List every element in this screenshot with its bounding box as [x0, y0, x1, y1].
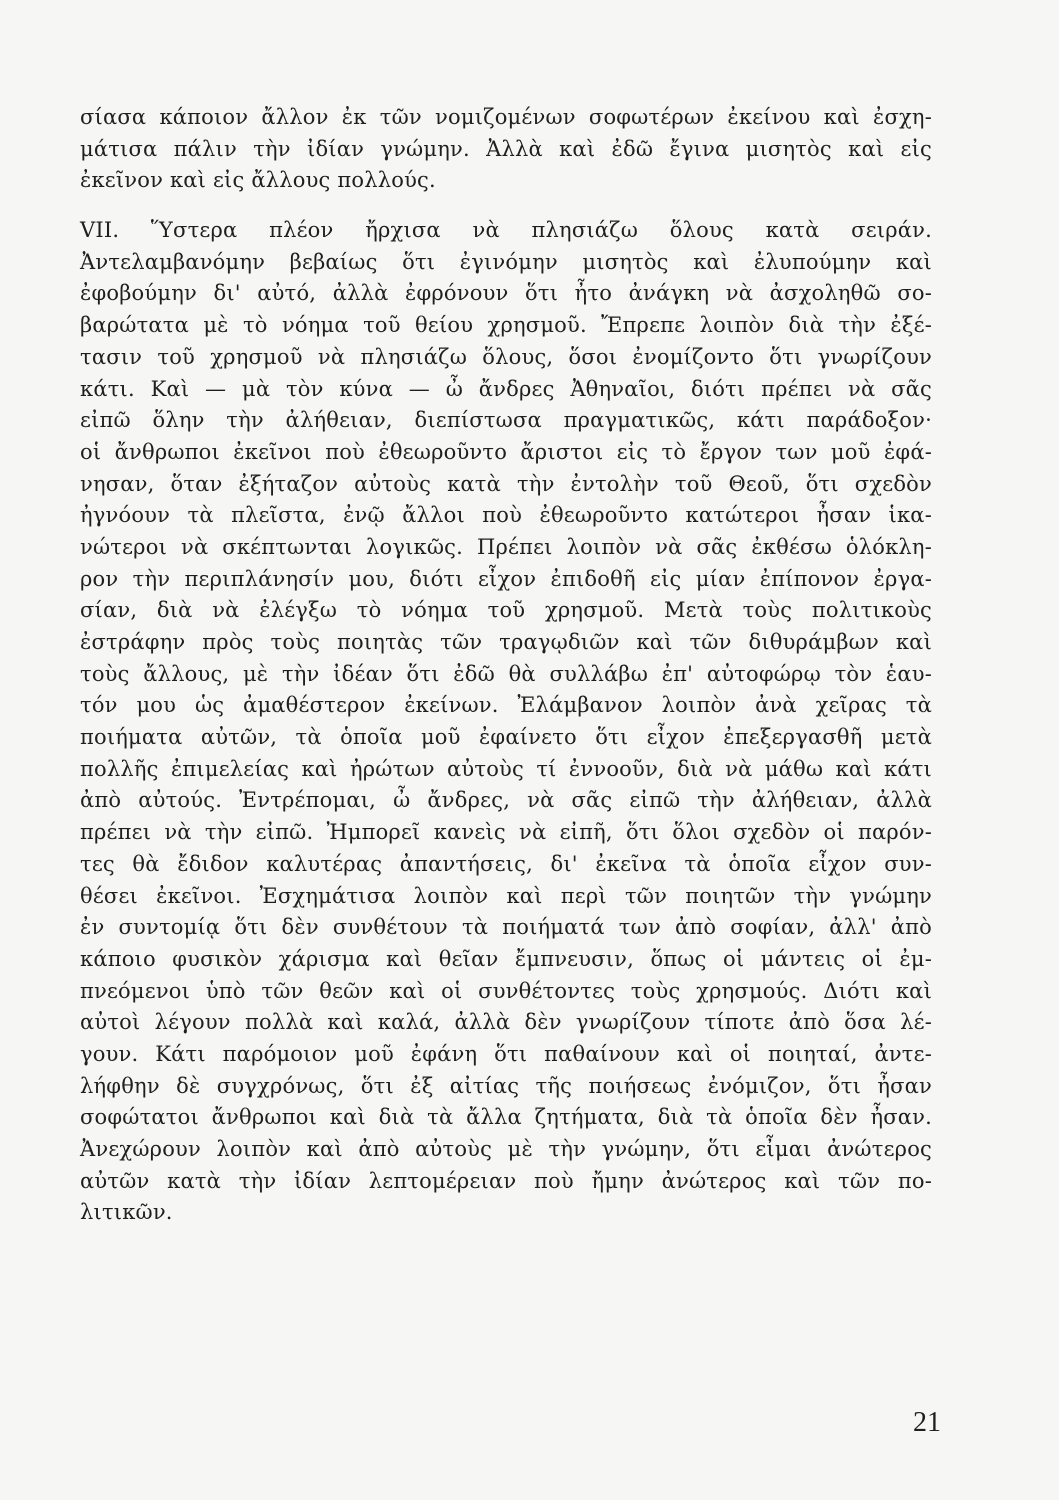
text-line: πνεόμενοι ὑπὸ τῶν θεῶν καὶ οἱ συνθέτοντες τοὺς χρησμούς. Διότι καὶ — [80, 978, 932, 1003]
text-line: Ἀνεχώρουν λοιπὸν καὶ ἀπὸ αὐτοὺς μὲ τὴν γνώμην, ὅτι εἶμαι ἀνώτερος — [80, 1137, 932, 1161]
text-line: ἐν συντομίᾳ ὅτι δὲν συνθέτουν τὰ ποιήματά των ἀπὸ σοφίαν, ἀλλ' ἀπὸ — [80, 915, 932, 940]
text-line: σοφώτατοι ἄνθρωποι καὶ διὰ τὰ ἄλλα ζητήματα, διὰ τὰ ὁποῖα δὲν ἦσαν. — [80, 1105, 932, 1130]
text-line: VII. Ὕστερα πλέον ἤρχισα νὰ πλησιάζω ὅλους κατὰ σειράν. — [80, 218, 932, 243]
text-line: βαρώτατα μὲ τὸ νόημα τοῦ θείου χρησμοῦ. Ἔπρεπε λοιπὸν διὰ τὴν ἐξέ- — [80, 313, 932, 338]
paragraph-gap — [80, 197, 932, 215]
text-line: κάποιο φυσικὸν χάρισμα καὶ θεῖαν ἔμπνευσιν, ὅπως οἱ μάντεις οἱ ἐμ- — [80, 946, 932, 971]
text-line: κάτι. Καὶ — μὰ τὸν κύνα — ὦ ἄνδρες Ἀθηναῖοι, διότι πρέπει νὰ σᾶς — [80, 376, 932, 401]
text-line: εἰπῶ ὅλην τὴν ἀλήθειαν, διεπίστωσα πραγματικῶς, κάτι παράδοξον· — [80, 408, 932, 433]
page-number: 21 — [913, 1407, 941, 1438]
text-line: τόν μου ὡς ἀμαθέστερον ἐκείνων. Ἐλάμβανον λοιπὸν ἀνὰ χεῖρας τὰ — [80, 693, 932, 718]
text-line: πολλῆς ἐπιμελείας καὶ ἠρώτων αὐτοὺς τί ἐννοοῦν, διὰ νὰ μάθω καὶ κάτι — [80, 756, 932, 781]
text-line: ἐφοβούμην δι' αὐτό, ἀλλὰ ἐφρόνουν ὅτι ἦτο ἀνάγκη νὰ ἀσχοληθῶ σο- — [80, 281, 932, 306]
text-line: γουν. Κάτι παρόμοιον μοῦ ἐφάνη ὅτι παθαίνουν καὶ οἱ ποιηταί, ἀντε- — [80, 1041, 932, 1066]
text-line: σίασα κάποιον ἄλλον ἐκ τῶν νομιζομένων σοφωτέρων ἐκείνου καὶ ἐσχη- — [80, 105, 932, 129]
text-line: τες θὰ ἔδιδον καλυτέρας ἀπαντήσεις, δι' ἐκεῖνα τὰ ὁποῖα εἶχον συν- — [80, 851, 932, 876]
paragraph-1 — [80, 102, 932, 197]
text-line: νησαν, ὅταν ἐξήταζον αὐτοὺς κατὰ τὴν ἐντολὴν τοῦ Θεοῦ, ὅτι σχεδὸν — [80, 471, 932, 496]
text-line: οἱ ἄνθρωποι ἐκεῖνοι ποὺ ἐθεωροῦντο ἄριστοι εἰς τὸ ἔργον των μοῦ ἐφά- — [80, 439, 932, 464]
paragraph-2 — [80, 215, 932, 1229]
text-line: τοὺς ἄλλους, μὲ τὴν ἰδέαν ὅτι ἐδῶ θὰ συλλάβω ἐπ' αὐτοφώρῳ τὸν ἑαυ- — [80, 661, 932, 686]
text-line: Ἀντελαμβανόμην βεβαίως ὅτι ἐγινόμην μισητὸς καὶ ἐλυπούμην καὶ — [80, 249, 932, 274]
text-line: λιτικῶν. — [80, 1200, 173, 1225]
text-line: αὐτῶν κατὰ τὴν ἰδίαν λεπτομέρειαν ποὺ ἤμην ἀνώτερος καὶ τῶν πο- — [80, 1168, 932, 1193]
text-line: ἐκεῖνον καὶ εἰς ἄλλους πολλούς. — [80, 168, 436, 193]
text-line: σίαν, διὰ νὰ ἐλέγξω τὸ νόημα τοῦ χρησμοῦ. Μετὰ τοὺς πολιτικοὺς — [80, 598, 932, 623]
text-line: ρον τὴν περιπλάνησίν μου, διότι εἶχον ἐπιδοθῆ εἰς μίαν ἐπίπονον ἐργα- — [80, 566, 932, 591]
text-line: τασιν τοῦ χρησμοῦ νὰ πλησιάζω ὅλους, ὅσοι ἐνομίζοντο ὅτι γνωρίζουν — [80, 344, 932, 369]
text-line: μάτισα πάλιν τὴν ἰδίαν γνώμην. Ἀλλὰ καὶ ἐδῶ ἔγινα μισητὸς καὶ εἰς — [80, 136, 932, 161]
text-line: θέσει ἐκεῖνοι. Ἐσχημάτισα λοιπὸν καὶ περὶ τῶν ποιητῶν τὴν γνώμην — [80, 883, 932, 908]
text-line: ἐστράφην πρὸς τοὺς ποιητὰς τῶν τραγῳδιῶν καὶ τῶν διθυράμβων καὶ — [80, 630, 932, 654]
text-line: αὐτοὶ λέγουν πολλὰ καὶ καλά, ἀλλὰ δὲν γνωρίζουν τίποτε ἀπὸ ὅσα λέ- — [80, 1010, 932, 1035]
text-line: ἀπὸ αὐτούς. Ἐντρέπομαι, ὦ ἄνδρες, νὰ σᾶς εἰπῶ τὴν ἀλήθειαν, ἀλλὰ — [80, 788, 932, 813]
text-line: πρέπει νὰ τὴν εἰπῶ. Ἠμπορεῖ κανεὶς νὰ εἰπῆ, ὅτι ὅλοι σχεδὸν οἱ παρόν- — [80, 820, 932, 845]
body-text — [80, 102, 932, 1229]
text-line: ποιήματα αὐτῶν, τὰ ὁποῖα μοῦ ἐφαίνετο ὅτι εἶχον ἐπεξεργασθῆ μετὰ — [80, 725, 932, 750]
text-line: λήφθην δὲ συγχρόνως, ὅτι ἐξ αἰτίας τῆς ποιήσεως ἐνόμιζον, ὅτι ἦσαν — [80, 1073, 932, 1098]
text-line: νώτεροι νὰ σκέπτωνται λογικῶς. Πρέπει λοιπὸν νὰ σᾶς ἐκθέσω ὁλόκλη- — [80, 534, 932, 559]
text-line: ἠγνόουν τὰ πλεῖστα, ἐνῷ ἄλλοι ποὺ ἐθεωροῦντο κατώτεροι ἦσαν ἱκα- — [80, 503, 932, 528]
